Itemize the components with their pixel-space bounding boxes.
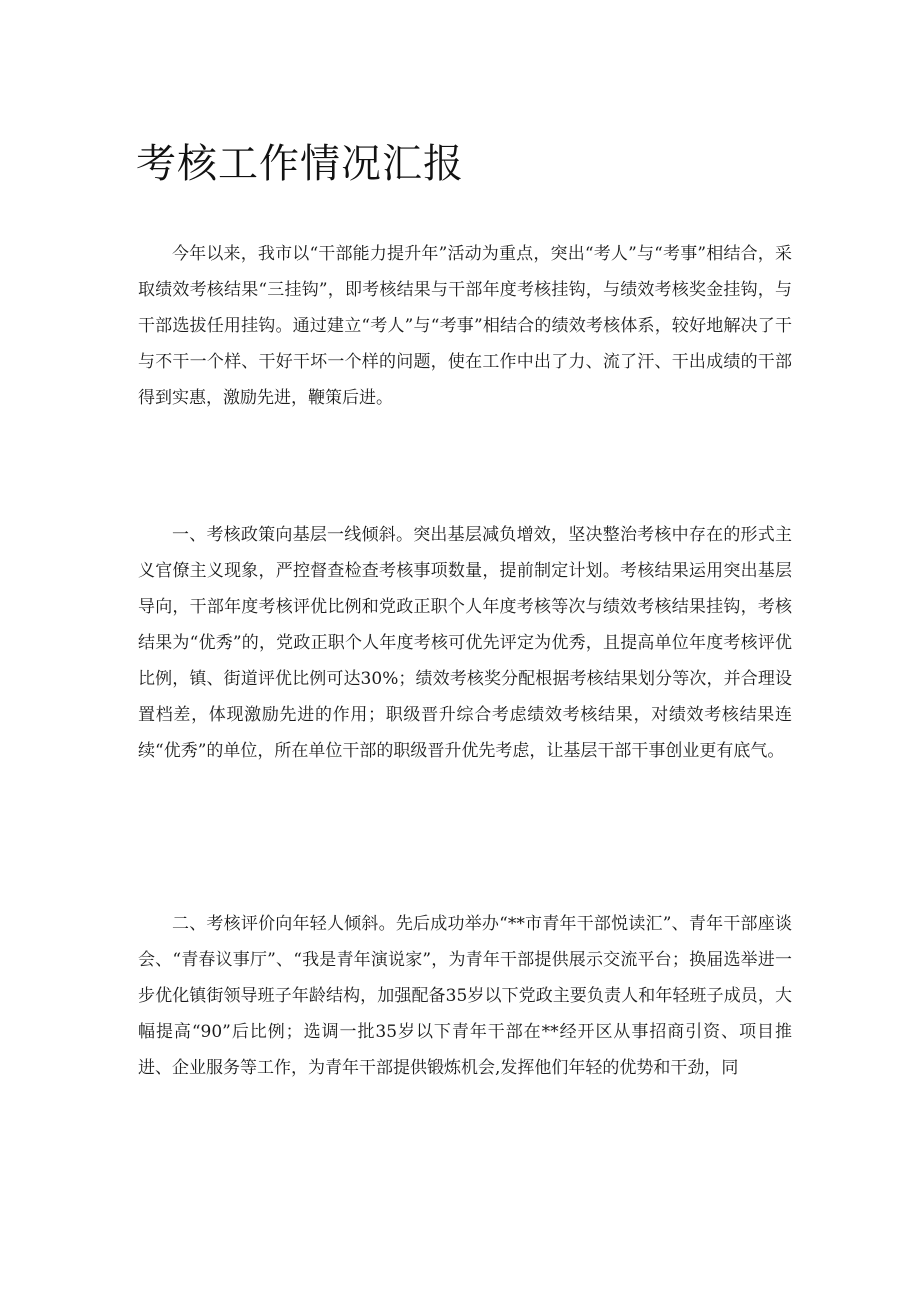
paragraph-intro: 今年以来，我市以“干部能力提升年”活动为重点，突出“考人”与“考事”相结合，采取绩效考核结果“三挂钩”，即考核结果与干部年度考核挂钩，与绩效考核奖金挂钩，与干部选拔任用挂钩。通过建立“考人”与“考事”相结合的绩效考核体系，较好地解决了干与不干一个样、干好干坏一个样的问题，使在工作中出了力、流了汗、干出成绩的干部得到实惠，激励先进，鞭策后进。 xyxy=(138,244,792,408)
document-title: 考核工作情况汇报 xyxy=(136,141,464,187)
paragraph-section-two: 二、考核评价向年轻人倾斜。先后成功举办“**市青年干部悦读汇”、青年干部座谈会、“青春议事厅”、“我是青年演说家”，为青年干部提供展示交流平台；换届选举进一步优化镇街领导班子年龄结构，加强配备35岁以下党政主要负责人和年轻班子成员，大幅提高“90”后比例；选调一批35岁以下青年干部在**经开区从事招商引资、项目推进、企业服务等工作，为青年干部提供锻炼机会,发挥他们年轻的优势和干劲，同 xyxy=(138,914,792,1078)
paragraph-section-one: 一、考核政策向基层一线倾斜。突出基层减负增效，坚决整治考核中存在的形式主义官僚主义现象，严控督查检查考核事项数量，提前制定计划。考核结果运用突出基层导向，干部年度考核评优比例和党政正职个人年度考核等次与绩效考核结果挂钩，考核结果为“优秀”的，党政正职个人年度考核可优先评定为优秀，且提高单位年度考核评优比例，镇、街道评优比例可达30%；绩效考核奖分配根据考核结果划分等次，并合理设置档差，体现激励先进的作用；职级晋升综合考虑绩效考核结果，对绩效考核结果连续“优秀”的单位，所在单位干部的职级晋升优先考虑，让基层干部干事创业更有底气。 xyxy=(138,525,792,761)
